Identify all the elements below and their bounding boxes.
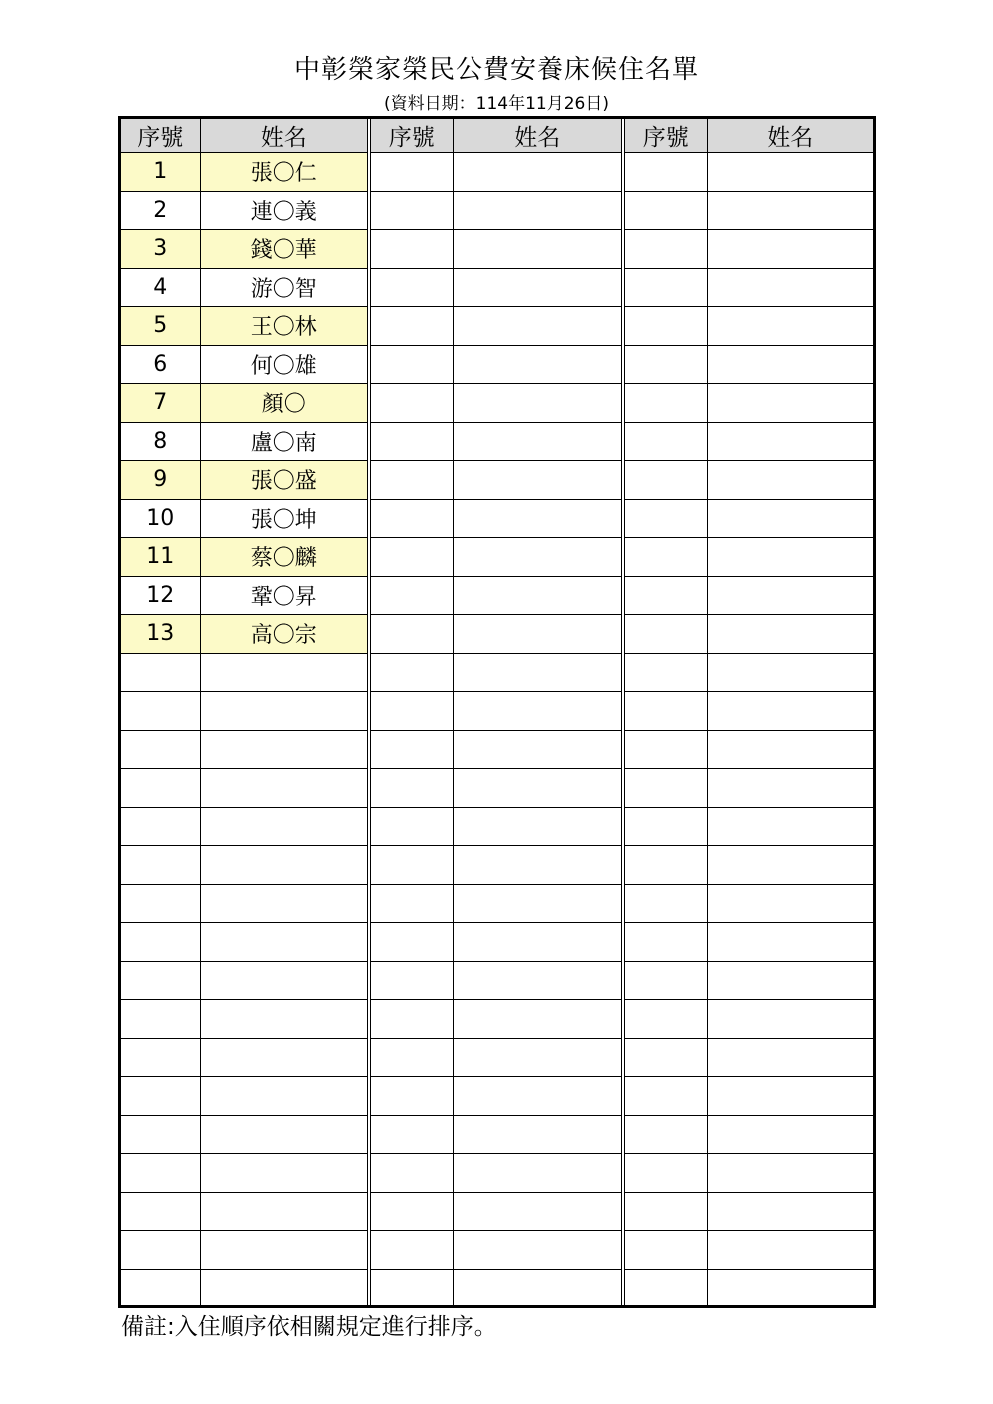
table-row <box>121 384 873 423</box>
name-cell <box>707 1269 873 1307</box>
serial-cell <box>121 1269 200 1307</box>
name-cell <box>707 230 873 269</box>
serial-cell <box>623 230 707 269</box>
serial-cell <box>623 1231 707 1270</box>
name-cell <box>200 653 369 692</box>
name-cell <box>453 1000 623 1039</box>
name-cell <box>200 1000 369 1039</box>
table-row <box>121 230 873 269</box>
table-row <box>121 730 873 769</box>
table-body <box>121 153 873 1308</box>
serial-cell <box>121 769 200 808</box>
serial-cell <box>369 1269 453 1307</box>
name-cell <box>707 538 873 577</box>
name-cell: 張〇坤 <box>200 499 369 538</box>
serial-cell <box>369 730 453 769</box>
name-cell <box>453 576 623 615</box>
serial-cell <box>623 576 707 615</box>
name-cell <box>453 923 623 962</box>
serial-cell <box>369 653 453 692</box>
name-cell <box>200 1192 369 1231</box>
name-cell <box>707 1192 873 1231</box>
name-cell <box>707 730 873 769</box>
name-cell: 蔡〇麟 <box>200 538 369 577</box>
name-cell <box>453 499 623 538</box>
name-cell <box>707 191 873 230</box>
name-cell <box>453 615 623 654</box>
serial-cell: 8 <box>121 422 200 461</box>
serial-cell: 12 <box>121 576 200 615</box>
serial-cell <box>369 576 453 615</box>
name-cell <box>707 615 873 654</box>
serial-cell <box>623 807 707 846</box>
table-row <box>121 345 873 384</box>
table-row <box>121 692 873 731</box>
serial-cell <box>369 538 453 577</box>
serial-cell <box>623 769 707 808</box>
serial-cell <box>369 1192 453 1231</box>
name-cell <box>453 1154 623 1193</box>
name-cell <box>453 730 623 769</box>
serial-cell: 2 <box>121 191 200 230</box>
table-row <box>121 615 873 654</box>
serial-cell <box>623 923 707 962</box>
table-row <box>121 653 873 692</box>
serial-cell: 13 <box>121 615 200 654</box>
serial-cell <box>121 730 200 769</box>
serial-cell <box>623 1269 707 1307</box>
table-row <box>121 1231 873 1270</box>
page-title: 中彰榮家榮民公費安養床候住名單 <box>293 55 699 85</box>
serial-cell <box>121 653 200 692</box>
serial-cell <box>623 615 707 654</box>
serial-cell <box>121 1115 200 1154</box>
table-row <box>121 499 873 538</box>
table-row <box>121 923 873 962</box>
name-cell: 顏〇 <box>200 384 369 423</box>
name-cell <box>707 345 873 384</box>
serial-cell <box>369 345 453 384</box>
name-cell <box>707 153 873 192</box>
header-name-3: 姓名 <box>707 119 873 153</box>
serial-cell <box>121 923 200 962</box>
serial-cell <box>623 692 707 731</box>
name-cell <box>200 1154 369 1193</box>
name-cell: 鞏〇昇 <box>200 576 369 615</box>
table-row <box>121 846 873 885</box>
name-cell: 何〇雄 <box>200 345 369 384</box>
name-cell <box>453 384 623 423</box>
footnote: 備註:入住順序依相關規定進行排序。 <box>121 1314 497 1340</box>
name-cell <box>453 1269 623 1307</box>
table-row <box>121 461 873 500</box>
name-cell: 高〇宗 <box>200 615 369 654</box>
name-cell <box>453 345 623 384</box>
serial-cell <box>623 1000 707 1039</box>
serial-cell <box>121 884 200 923</box>
name-cell <box>200 846 369 885</box>
serial-cell <box>623 345 707 384</box>
name-cell <box>707 461 873 500</box>
name-cell <box>707 1038 873 1077</box>
name-cell <box>453 807 623 846</box>
serial-cell <box>623 538 707 577</box>
serial-cell <box>369 884 453 923</box>
serial-cell <box>623 1154 707 1193</box>
name-cell <box>707 1154 873 1193</box>
name-cell <box>707 692 873 731</box>
table-row <box>121 1154 873 1193</box>
name-cell <box>453 538 623 577</box>
serial-cell: 9 <box>121 461 200 500</box>
name-cell <box>707 846 873 885</box>
serial-cell <box>369 846 453 885</box>
serial-cell <box>623 422 707 461</box>
serial-cell <box>121 1038 200 1077</box>
table-row <box>121 769 873 808</box>
serial-cell: 6 <box>121 345 200 384</box>
name-cell <box>707 807 873 846</box>
name-cell <box>453 1231 623 1270</box>
name-cell <box>453 268 623 307</box>
serial-cell <box>369 923 453 962</box>
name-cell <box>707 1231 873 1270</box>
name-cell <box>200 961 369 1000</box>
header-name-2: 姓名 <box>453 119 623 153</box>
serial-cell <box>369 1000 453 1039</box>
serial-cell <box>121 1154 200 1193</box>
serial-cell <box>369 692 453 731</box>
table-row <box>121 1000 873 1039</box>
name-cell <box>707 1077 873 1116</box>
table-row <box>121 576 873 615</box>
header-serial-3: 序號 <box>623 119 707 153</box>
serial-cell <box>623 653 707 692</box>
name-cell <box>453 230 623 269</box>
table-row <box>121 1038 873 1077</box>
name-cell: 錢〇華 <box>200 230 369 269</box>
serial-cell <box>623 884 707 923</box>
name-cell <box>200 1038 369 1077</box>
name-cell <box>707 268 873 307</box>
serial-cell <box>623 846 707 885</box>
table-row <box>121 268 873 307</box>
table-row <box>121 807 873 846</box>
name-cell <box>453 191 623 230</box>
serial-cell <box>369 191 453 230</box>
name-cell <box>453 692 623 731</box>
serial-cell <box>623 1192 707 1231</box>
name-cell: 連〇義 <box>200 191 369 230</box>
table-row <box>121 961 873 1000</box>
serial-cell: 1 <box>121 153 200 192</box>
name-cell: 王〇林 <box>200 307 369 346</box>
serial-cell <box>369 230 453 269</box>
name-cell: 盧〇南 <box>200 422 369 461</box>
serial-cell <box>369 769 453 808</box>
name-cell <box>453 1038 623 1077</box>
name-cell <box>200 1269 369 1307</box>
name-cell <box>200 884 369 923</box>
table-row <box>121 307 873 346</box>
serial-cell <box>121 807 200 846</box>
serial-cell <box>369 961 453 1000</box>
serial-cell: 10 <box>121 499 200 538</box>
serial-cell <box>623 268 707 307</box>
name-cell <box>200 692 369 731</box>
serial-cell <box>369 807 453 846</box>
waitlist-table-frame <box>118 116 876 1308</box>
name-cell <box>453 422 623 461</box>
name-cell <box>707 961 873 1000</box>
serial-cell: 3 <box>121 230 200 269</box>
name-cell <box>707 653 873 692</box>
serial-cell <box>369 1154 453 1193</box>
name-cell <box>200 1077 369 1116</box>
serial-cell <box>369 461 453 500</box>
name-cell <box>707 884 873 923</box>
name-cell <box>707 1000 873 1039</box>
serial-cell: 4 <box>121 268 200 307</box>
name-cell <box>453 769 623 808</box>
name-cell <box>453 961 623 1000</box>
serial-cell <box>623 499 707 538</box>
table-row <box>121 422 873 461</box>
waitlist-table <box>121 119 873 1307</box>
name-cell <box>453 1115 623 1154</box>
table-row <box>121 1077 873 1116</box>
name-cell <box>707 307 873 346</box>
serial-cell <box>623 384 707 423</box>
name-cell <box>453 846 623 885</box>
serial-cell <box>623 191 707 230</box>
serial-cell: 7 <box>121 384 200 423</box>
name-cell <box>200 807 369 846</box>
table-row <box>121 153 873 192</box>
name-cell <box>707 576 873 615</box>
name-cell: 張〇盛 <box>200 461 369 500</box>
serial-cell <box>623 1077 707 1116</box>
table-row <box>121 191 873 230</box>
name-cell <box>200 1231 369 1270</box>
serial-cell <box>369 1115 453 1154</box>
table-row <box>121 538 873 577</box>
serial-cell <box>623 1115 707 1154</box>
name-cell: 游〇智 <box>200 268 369 307</box>
name-cell <box>707 499 873 538</box>
name-cell <box>707 1115 873 1154</box>
serial-cell: 11 <box>121 538 200 577</box>
serial-cell <box>369 384 453 423</box>
serial-cell <box>121 961 200 1000</box>
name-cell <box>453 1192 623 1231</box>
table-row <box>121 1269 873 1307</box>
serial-cell <box>369 422 453 461</box>
serial-cell <box>623 1038 707 1077</box>
serial-cell <box>369 499 453 538</box>
name-cell <box>200 1115 369 1154</box>
serial-cell <box>121 1000 200 1039</box>
serial-cell <box>121 1231 200 1270</box>
serial-cell <box>369 153 453 192</box>
header-name-1: 姓名 <box>200 119 369 153</box>
name-cell <box>453 461 623 500</box>
name-cell <box>200 923 369 962</box>
serial-cell <box>369 1231 453 1270</box>
serial-cell <box>121 692 200 731</box>
serial-cell <box>121 1192 200 1231</box>
name-cell <box>453 653 623 692</box>
name-cell <box>200 769 369 808</box>
name-cell <box>453 884 623 923</box>
name-cell <box>707 923 873 962</box>
table-header-row <box>121 119 873 153</box>
serial-cell <box>623 461 707 500</box>
serial-cell <box>369 615 453 654</box>
name-cell <box>453 307 623 346</box>
name-cell <box>453 153 623 192</box>
serial-cell <box>369 1038 453 1077</box>
data-date: (資料日期：114年11月26日) <box>384 94 609 114</box>
serial-cell <box>369 1077 453 1116</box>
name-cell <box>453 1077 623 1116</box>
serial-cell <box>623 730 707 769</box>
table-row <box>121 884 873 923</box>
name-cell <box>707 422 873 461</box>
serial-cell <box>623 307 707 346</box>
table-row <box>121 1192 873 1231</box>
serial-cell <box>369 307 453 346</box>
header-serial-2: 序號 <box>369 119 453 153</box>
serial-cell <box>121 846 200 885</box>
serial-cell <box>121 1077 200 1116</box>
table-row <box>121 1115 873 1154</box>
name-cell <box>707 769 873 808</box>
name-cell: 張〇仁 <box>200 153 369 192</box>
serial-cell: 5 <box>121 307 200 346</box>
header-serial-1: 序號 <box>121 119 200 153</box>
name-cell <box>200 730 369 769</box>
serial-cell <box>369 268 453 307</box>
name-cell <box>707 384 873 423</box>
serial-cell <box>623 153 707 192</box>
serial-cell <box>623 961 707 1000</box>
